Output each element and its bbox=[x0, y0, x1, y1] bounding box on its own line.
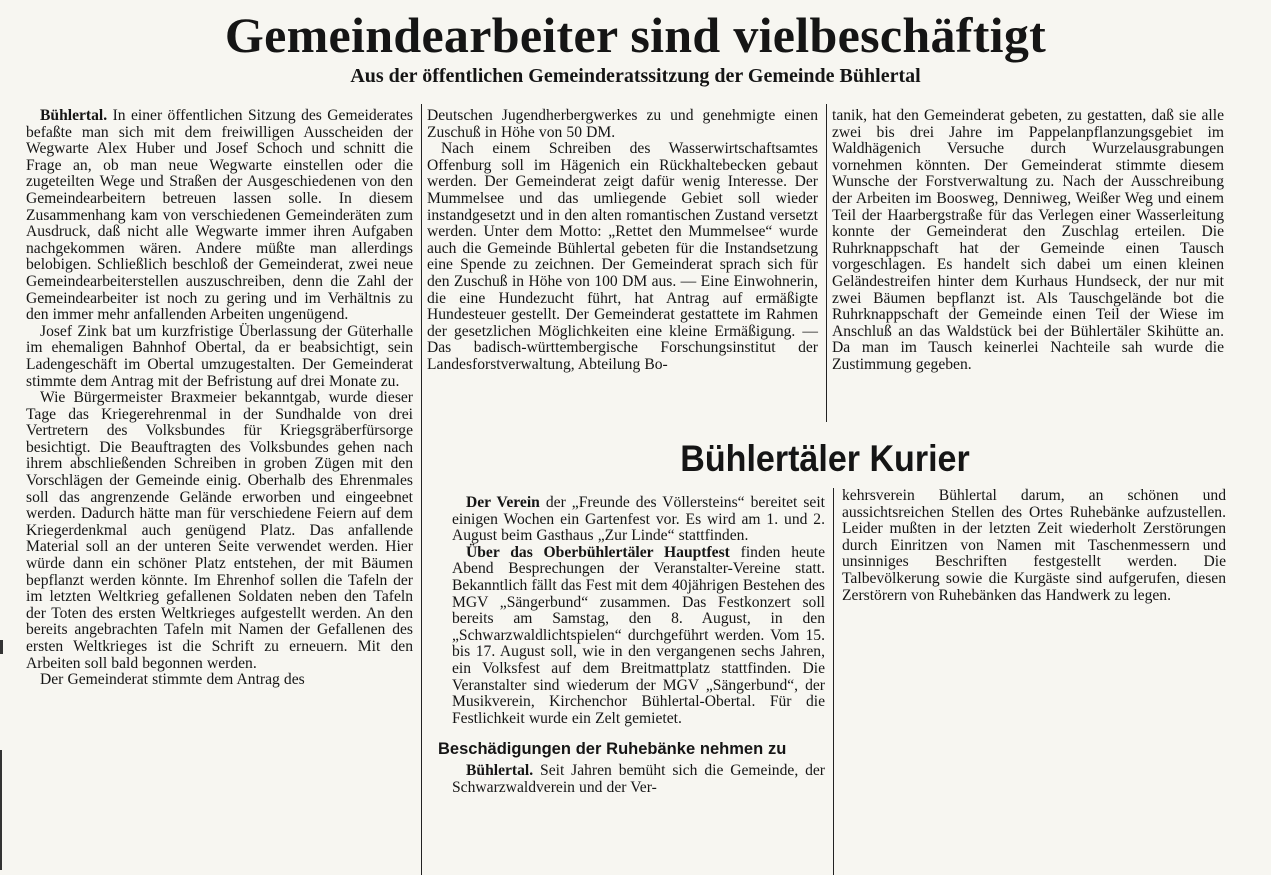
paragraph: Nach einem Schreiben des Wasserwirtschaftsamtes Offenburg soll im Hägenich ein Rückhaltebecken gebaut werden. Der Gemeinderat zeigt dafür wenig Interesse. Der Mummelsee und das umliegende Gebiet soll wieder instandgesetzt und in den alten romantischen Zustand versetzt werden. Unter dem Motto: „Rettet den Mummelsee“ wurde auch die Gemeinde Bühlertal gebeten für die Instandsetzung eine Spende zu zeichnen. Der Gemeinderat sprach sich für den Zuschuß in Höhe von 100 DM aus. — Eine Einwohnerin, die eine Hundezucht führt, hat Antrag auf ermäßigte Hundesteuer gestellt. Der Gemeinderat gestattete im Rahmen der gesetzlichen Möglichkeiten eine kleine Ermäßigung. — Das badisch-württembergische Forschungsinstitut der Landesforstverwaltung, Abteilung Bo- bbox=[427, 140, 818, 373]
column-rule bbox=[833, 488, 834, 875]
dateline: Bühlertal. bbox=[40, 107, 108, 124]
article-column-2 bbox=[427, 108, 818, 374]
paragraph bbox=[452, 495, 825, 545]
page-edge-mark bbox=[0, 640, 3, 654]
article-column-3 bbox=[832, 108, 1224, 374]
kurier-heading: Bühlertäler Kurier bbox=[680, 438, 970, 479]
column-rule bbox=[826, 104, 827, 422]
paragraph-text: Seit Jahren bemüht sich die Gemeinde, der Schwarzwaldverein und der Ver- bbox=[452, 762, 825, 796]
page-edge-mark bbox=[0, 750, 2, 870]
subheadline: Aus der öffentlichen Gemeinderatssitzung der Gemeinde Bühlertal bbox=[350, 65, 921, 87]
paragraph: Der Gemeinderat stimmte dem Antrag des bbox=[40, 671, 305, 689]
paragraph: kehrsverein Bühlertal darum, an schönen und aussichtsreichen Stellen des Ortes Ruhebänke aufzustellen. Leider mußten in der letzten Zeit wiederholt Zerstörungen durch Einritzen von Namen mit Taschenmessern und unsinniges Beschriften festgestellt werden. Die Talbevölkerung sowie die Kurgäste sind aufgerufen, diesen Zerstörern von Ruhebänken das Handwerk zu legen. bbox=[842, 487, 1226, 604]
paragraph bbox=[452, 545, 825, 728]
paragraph-text: finden heute Abend Besprechungen der Veranstalter-Vereine statt. Bekanntlich fällt das Fest mit dem 40jährigen Bestehen des MGV „Sängerbund“ zusammen. Das Festkonzert soll bereits am Samstag, den 8. August, in den „Schwarzwaldlichtspielen“ durchgeführt werden. Vom 15. bis 17. August soll, wie in den vergangenen sechs Jahren, ein Volksfest auf dem Breitmattplatz stattfinden. Die Veranstalter sind wiederum der MGV „Sängerbund“, der Musikverein, Kirchenchor Bühlertal-Obertal. Für die Festlichkeit wurde ein Zelt gemietet. bbox=[452, 543, 825, 727]
column-rule bbox=[421, 104, 422, 875]
paragraph: Josef Zink bat um kurzfristige Überlassung der Güterhalle im ehemaligen Bahnhof Obertal, da er beabsichtigt, sein Ladengeschäft im Obertal umzugestalten. Der Gemeinderat stimmte dem Antrag mit der Befristung auf drei Monate zu. bbox=[26, 322, 413, 390]
section-heading: Beschädigungen der Ruhebänke nehmen zu bbox=[438, 740, 787, 759]
paragraph-text: der „Freunde des Völlersteins“ bereitet seit einigen Wochen ein Gartenfest vor. Es wird am 1. und 2. August beim Gasthaus „Zur Linde“ stattfinden. bbox=[452, 494, 825, 545]
paragraph bbox=[452, 763, 825, 796]
paragraph bbox=[26, 108, 413, 324]
headline: Gemeindearbeiter sind vielbeschäftigt bbox=[224, 7, 1047, 63]
paragraph: Deutschen Jugendherbergwerkes zu und genehmigte einen Zuschuß in Höhe von 50 DM. bbox=[427, 107, 818, 141]
lead-phrase: Der Verein bbox=[466, 494, 540, 511]
kurier-column-b bbox=[842, 488, 1226, 604]
paragraph: Wie Bürgermeister Braxmeier bekanntgab, wurde dieser Tage das Kriegerehrenmal in der Sundhalde von drei Vertretern des Volksbundes für Kriegsgräberfürsorge besichtigt. Die Beauftragten des Volksbundes gehen nach ihrem abschließenden Schreiben in groben Zügen mit den Vorschlägen der Gemeinde einig. Oberhalb des Ehrenmales soll das angrenzende Gelände erworben und eingeebnet werden. Dadurch hätte man für verschiedene Feiern auf dem Kriegerdenkmal auch genügend Platz. Das anfallende Material soll an der unteren Seite verwendet werden. Hier würde dann ein schöner Platz entstehen, der mit Bäumen bepflanzt werden könnte. Im Ehrenhof sollen die Tafeln der im letzten Weltkrieg gefallenen Soldaten neben den Tafeln der Toten des ersten Weltkrieges aufgestellt werden. An den bereits angebrachten Tafeln mit Namen der Gefallenen des ersten Weltkrieges ist die Schrift zu erneuern. Mit den Arbeiten soll bald begonnen werden. bbox=[26, 389, 413, 672]
kurier-column-a bbox=[438, 494, 825, 797]
article-column-1 bbox=[26, 108, 413, 689]
lead-phrase: Über das Oberbühlertäler Hauptfest bbox=[466, 543, 730, 561]
paragraph-text: In einer öffentlichen Sitzung des Gemeiderates befaßte man sich mit dem freiwilligen Ausscheiden der Wegwarte Alex Huber und Josef Schoch und schnitt die Frage an, ob man neue Wegwarte einstellen oder die zugeteilten Wege und Straßen der Ausgeschiedenen von den Gemeindearbeitern betreuen lassen solle. In diesem Zusammenhang kam von verschiedenen Gemeinderäten zum Ausdruck, daß nicht alle Wegwarte immer ihren Aufgaben nachgekommen wären. Andere müßte man allerdings belobigen. Schließlich beschloß der Gemeinderat, zwei neue Gemeindearbeiterstellen auszuschreiben, denn die Zahl der Gemeindearbeiter ist noch zu gering und im Verhältnis zu den immer mehr anfallenden Arbeiten ungenügend. bbox=[26, 107, 413, 324]
dateline: Bühlertal. bbox=[466, 762, 534, 780]
paragraph: tanik, hat den Gemeinderat gebeten, zu gestatten, daß sie alle zwei bis drei Jahre im Pappelanpflanzungsgebiet im Waldhägenich Versuche durch Wurzelausgrabungen vornehmen könnten. Der Gemeinderat stimmte diesem Wunsche der Forstverwaltung zu. Nach der Ausschreibung der Arbeiten im Boosweg, Denniweg, Weißer Weg und einem Teil der Haarbergstraße für das Verlegen einer Wasserleitung konnte der Gemeinderat den Zuschlag erteilen. Die Ruhrknappschaft hat der Gemeinde einen Tausch vorgeschlagen. Es handelt sich dabei um einen kleinen Geländestreifen hinter dem Kurhaus Hundseck, der nur mit zwei Bäumen bepflanzt ist. Als Tauschgelände bot die Ruhrknappschaft der Gemeinde einen Teil der Wiese im Anschluß an das Waldstück bei der Bühlertäler Skihütte an. Da man im Tausch keinerlei Nachteile sah wurde die Zustimmung gegeben. bbox=[832, 107, 1224, 373]
